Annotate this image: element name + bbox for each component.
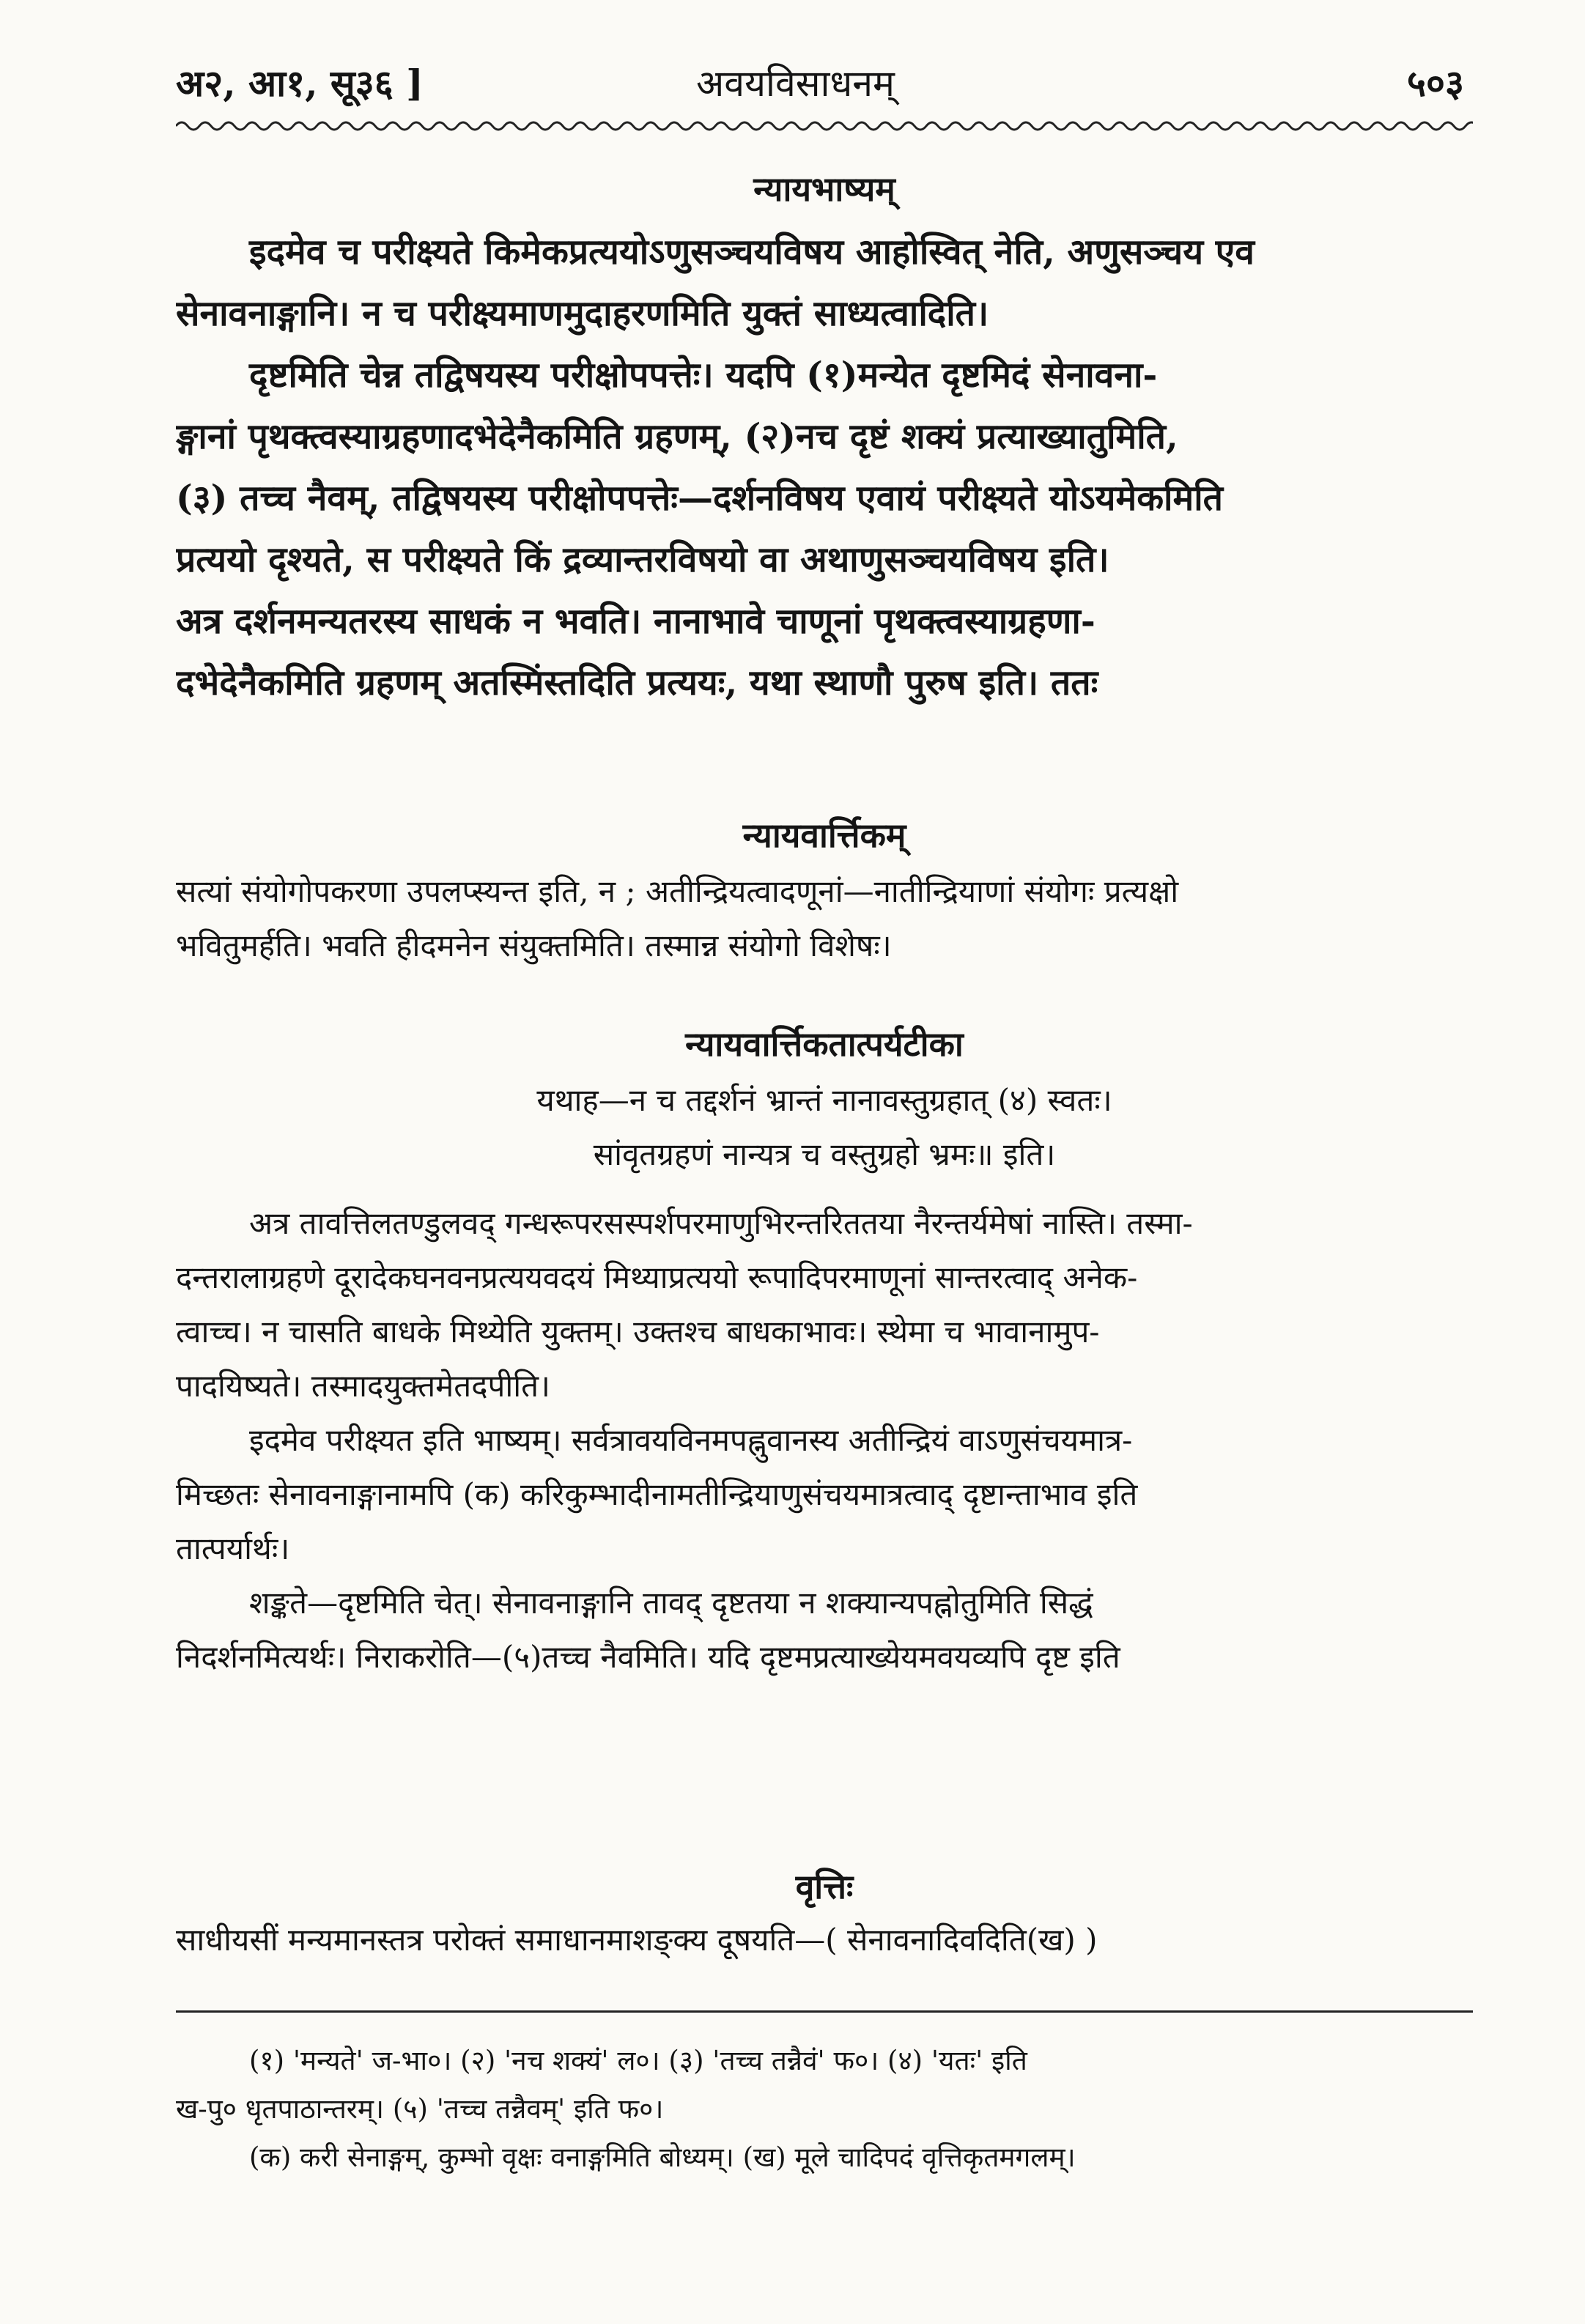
text-line: साधीयसीं मन्यमानस्तत्र परोक्तं समाधानमाशङ्क्य दूषयति—( सेनावनादिवदिति(ख) ) [176,1922,1098,1958]
text-line: तात्पर्यार्थः। [176,1531,290,1566]
tika-section [176,1022,1473,1684]
text-line: मिच्छतः सेनावनाङ्गानामपि (क) करिकुम्भादीनामतीन्द्रियाणुसंचयमात्रत्वाद् दृष्टान्ताभाव इति [176,1476,1138,1512]
vritti-text [176,1913,1473,1967]
text-line: त्वाच्च। न चासति बाधके मिथ्येति युक्तम्। उक्तश्च बाधकाभावः। स्थेमा च भावानामुप- [176,1314,1100,1350]
text-line: अत्र दर्शनमन्यतरस्य साधकं न भवति। नानाभावे चाणूनां पृथक्त्वस्याग्रहणा- [176,601,1096,642]
page-number: ५०३ [1407,62,1464,105]
text-line: पादयिष्यते। तस्मादयुक्तमेतदपीति। [176,1368,550,1404]
text-line: निदर्शनमित्यर्थः। निराकरोति—(५)तच्च नैवमिति। यदि दृष्टमप्रत्याख्येयमवयव्यपि दृष्ट इति [176,1639,1120,1675]
text-line: अत्र तावत्तिलतण्डुलवद् गन्धरूपरसस्पर्शपरमाणुभिरन्तरिततया नैरन्तर्यमेषां नास्ति। तस्मा- [249,1205,1193,1241]
bhashya-heading: न्यायभाष्यम् [753,169,895,209]
text-line: दभेदेनैकमिति ग्रहणम् अतस्मिंस्तदिति प्रत्ययः, यथा स्थाणौ पुरुष इति। ततः [176,662,1098,703]
text-line: सेनावनाङ्गानि। न च परीक्ष्यमाणमुदाहरणमिति युक्तं साध्यत्वादिति। [176,293,989,334]
bhashya-text [176,221,1473,714]
verse-line: यथाह—न च तद्दर्शनं भ्रान्तं नानावस्तुग्रहात् (४) स्वतः। [536,1082,1112,1118]
tika-verse [176,1073,1473,1182]
vritti-heading: वृत्तिः [795,1867,854,1906]
chapter-reference: अ२, आ१, सू३६ ] [176,62,424,105]
text-line: दन्तरालाग्रहणे दूरादेकघनवनप्रत्ययवदयं मिथ्याप्रत्ययो रूपादिपरमाणूनां सान्तरत्वाद् अनेक- [176,1259,1138,1295]
running-header [176,57,1464,116]
text-line: ङ्गानां पृथक्त्वस्याग्रहणादभेदेनैकमिति ग्रहणम्, (२)नच दृष्टं शक्यं प्रत्याख्यातुमिति, [176,416,1178,457]
text-line: इदमेव च परीक्ष्यते किमेकप्रत्ययोऽणुसञ्चयविषय आहोस्वित् नेति, अणुसञ्चय एव [249,232,1255,273]
vartika-section [176,813,1473,973]
tika-text [176,1196,1473,1684]
text-line: शङ्कते—दृष्टमिति चेत्। सेनावनाङ्गानि तावद् दृष्टतया न शक्यान्यपह्नोतुमिति सिद्धं [249,1585,1093,1621]
text-line: सत्यां संयोगोपकरणा उपलप्स्यन्त इति, न ; अतीन्द्रियत्वादणूनां—नातीन्द्रियाणां संयोगः प्रत्यक्षो [176,873,1179,909]
bhashya-section [176,167,1473,714]
vartika-text [176,865,1473,973]
text-line: प्रत्ययो दृश्यते, स परीक्ष्यते किं द्रव्यान्तरविषयो वा अथाणुसञ्चयविषय इति। [176,539,1109,580]
footnote-line: (क) करी सेनाङ्गम्, कुम्भो वृक्षः वनाङ्गमिति बोध्यम्। (ख) मूले चादिपदं वृत्तिकृतमगलम्। [249,2142,1076,2173]
footnote-line: (१) 'मन्यते' ज-भा०। (२) 'नच शक्यं' ल०। (३) 'तच्च तन्नैवं' फ०। (४) 'यतः' इति [249,2045,1027,2076]
text-line: इदमेव परीक्ष्यत इति भाष्यम्। सर्वत्रावयविनमपह्नुवानस्य अतीन्द्रियं वाऽणुसंचयमात्र- [249,1422,1133,1458]
text-line: (३) तच्च नैवम्, तद्विषयस्य परीक्षोपपत्तेः—दर्शनविषय एवायं परीक्ष्यते योऽयमेकमिति [176,478,1223,519]
footnote-line: ख-पु० धृतपाठान्तरम्। (५) 'तच्च तन्नैवम्' इति फ०। [176,2093,664,2125]
wavy-separator [176,116,1473,136]
text-line: भवितुमर्हति। भवति हीदमनेन संयुक्तमिति। तस्मान्न संयोगो विशेषः। [176,928,892,963]
vartika-heading: न्यायवार्त्तिकम् [742,815,906,855]
text-line: दृष्टमिति चेन्न तद्विषयस्य परीक्षोपपत्तेः। यदपि (१)मन्येत दृष्टमिदं सेनावना- [249,355,1158,396]
tika-heading: न्यायवार्त्तिकतात्पर्यटीका [685,1024,964,1064]
footnote-divider [176,2010,1473,2013]
running-title: अवयविसाधनम् [696,62,895,105]
footnotes [176,2037,1473,2182]
verse-line: सांवृतग्रहणं नान्यत्र च वस्तुग्रहो भ्रमः॥ इति। [593,1136,1056,1172]
vritti-section [176,1865,1473,1967]
